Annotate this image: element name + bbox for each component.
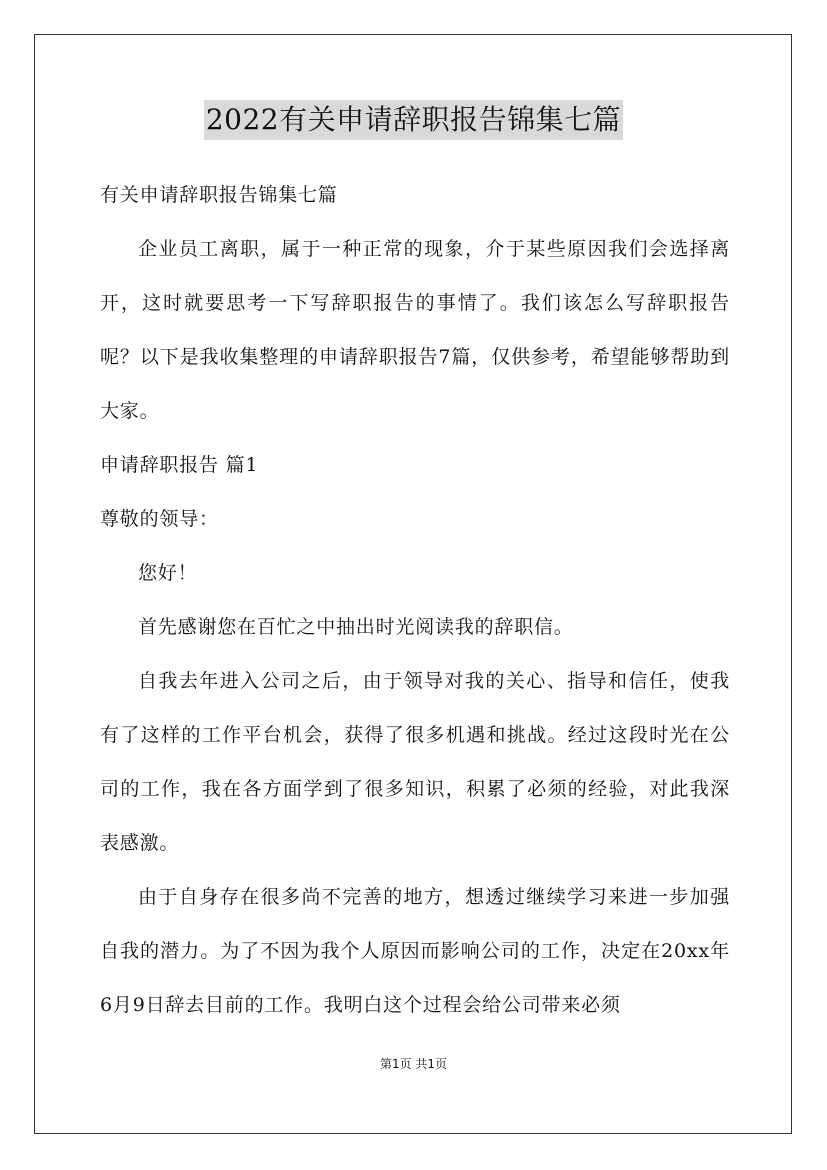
body-paragraph: 由于自身存在很多尚不完善的地方，想透过继续学习来进一步加强自我的潜力。为了不因为我个人原因而影响公司的工作，决定在20xx年6月9日辞去目前的工作。我明白这个过程会给公司带来必须 (100, 886, 730, 1016)
body-paragraph: 自我去年进入公司之后，由于领导对我的关心、指导和信任，使我有了这样的工作平台机会，获得了很多机遇和挑战。经过这段时光在公司的工作，我在各方面学到了很多知识，积累了必须的经验，对此我深表感激。 (100, 670, 730, 854)
greeting: 您好！ (138, 562, 198, 584)
salutation: 尊敬的领导： (100, 508, 219, 530)
document-title: 2022有关申请辞职报告锦集七篇 (204, 100, 623, 140)
body-paragraph: 首先感谢您在百忙之中抽出时光阅读我的辞职信。 (138, 616, 574, 638)
page-number-label: 第1页 共1页 (379, 1057, 448, 1071)
subtitle-paragraph: 有关申请辞职报告锦集七篇 (100, 184, 338, 206)
title-container (0, 100, 827, 140)
page-footer (0, 1055, 827, 1072)
document-body (100, 168, 730, 1032)
intro-paragraph: 企业员工离职，属于一种正常的现象，介于某些原因我们会选择离开，这时就要思考一下写辞职报告的事情了。我们该怎么写辞职报告呢？以下是我收集整理的申请辞职报告7篇，仅供参考，希望能够帮助到大家。 (100, 238, 730, 422)
section-heading: 申请辞职报告 篇1 (100, 454, 259, 476)
